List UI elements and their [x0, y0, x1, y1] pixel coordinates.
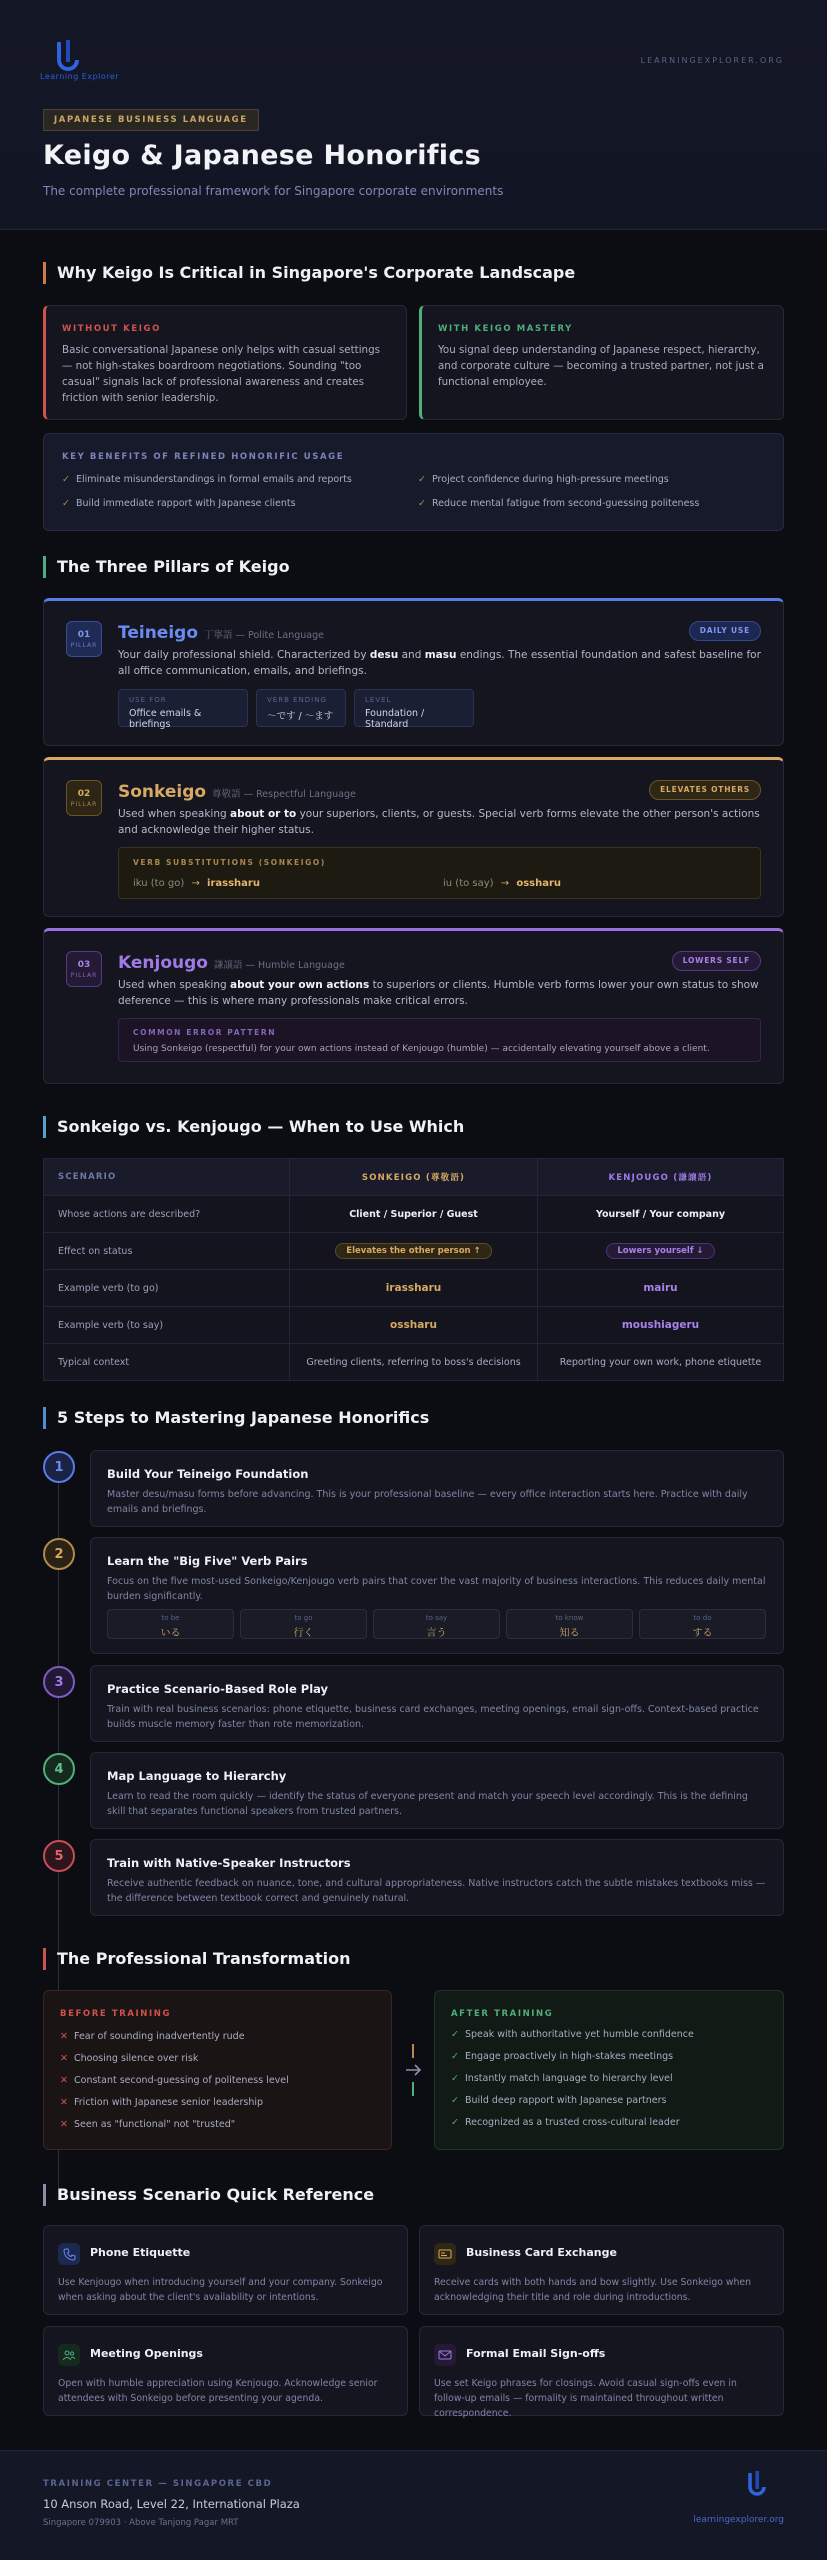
without-keigo-card	[43, 305, 407, 420]
step-number: 3	[43, 1666, 75, 1698]
before-item: ✕ Choosing silence over risk	[60, 2053, 199, 2064]
pillar-sonkeigo	[43, 757, 784, 917]
pillar-name: Teineigo 丁寧語 — Polite Language	[118, 623, 325, 643]
before-training-card: BEFORE TRAINING ✕ Fear of sounding inadvertently rude ✕ Choosing silence over risk ✕ Constant second-guessing of politeness level ✕ Friction with Japanese senior leadership ✕ Seen as "functional" not "trusted"	[43, 1990, 392, 2150]
table-row: Typical context Greeting clients, referring to boss's decisions Reporting your own work, phone etiquette	[44, 1344, 784, 1381]
arrow-right-icon: →	[191, 878, 200, 889]
benefits-label: KEY BENEFITS OF REFINED HONORIFIC USAGE	[62, 452, 345, 462]
status-badge: Elevates the other person ↑	[335, 1243, 491, 1259]
page-subtitle: The complete professional framework for Singapore corporate environments	[43, 184, 504, 198]
table-row: Whose actions are described? Client / Superior / Guest Yourself / Your company	[44, 1196, 784, 1233]
section-title-scenarios: Business Scenario Quick Reference	[43, 2184, 374, 2206]
check-icon: ✓	[451, 2029, 459, 2040]
footer-label: TRAINING CENTER — SINGAPORE CBD	[43, 2479, 273, 2489]
info-chip: LEVEL Foundation / Standard	[354, 689, 474, 727]
pillar-description: Your daily professional shield. Characterized by desu and masu endings. The essential foundation and safest baseline for all office communication, emails, and briefings.	[118, 649, 761, 677]
table-row: Example verb (to go) irassharu mairu	[44, 1270, 784, 1307]
step-number: 4	[43, 1753, 75, 1785]
verb-chip: to go 行く	[240, 1609, 367, 1639]
before-item: ✕ Seen as "functional" not "trusted"	[60, 2119, 236, 2130]
scenario-card-meeting[interactable]: Meeting Openings Open with humble appreciation using Kenjougo. Acknowledge senior attendees with Sonkeigo before presenting your agenda.	[43, 2326, 408, 2416]
check-icon: ✓	[418, 498, 426, 509]
before-item: ✕ Friction with Japanese senior leadership	[60, 2097, 264, 2108]
step-card: Train with Native-Speaker Instructors Receive authentic feedback on nuance, tone, and cultural appropriateness. Native instructors catch the subtle mistakes textbooks miss — the difference between textbook correct and genuinely natural.	[90, 1839, 784, 1916]
column-header: KENJOUGO (謙譲語)	[538, 1159, 784, 1196]
footer-subaddress: Singapore 079903 · Above Tanjong Pagar MRT	[43, 2518, 239, 2528]
column-header: SONKEIGO (尊敬語)	[290, 1159, 538, 1196]
after-item: ✓ Engage proactively in high-stakes meetings	[451, 2051, 674, 2062]
with-keigo-text: You signal deep understanding of Japanese respect, hierarchy, and corporate culture — becoming a trusted partner, not just a functional employee.	[438, 344, 764, 388]
before-item: ✕ Constant second-guessing of politeness level	[60, 2075, 289, 2086]
with-keigo-card	[419, 305, 784, 420]
x-icon: ✕	[60, 2031, 68, 2042]
step-number: 1	[43, 1451, 75, 1483]
comparison-table	[43, 1158, 784, 1381]
step-card: Learn the "Big Five" Verb Pairs Focus on the five most-used Sonkeigo/Kenjougo verb pairs that cover the vast majority of business interactions. This reduces daily mental burden significantly. to be いる to go 行く to say 言う to know 知る to do する	[90, 1537, 784, 1654]
verb-chip: to know 知る	[506, 1609, 633, 1639]
id-card-icon	[434, 2243, 456, 2265]
scenario-card-phone[interactable]: Phone Etiquette Use Kenjougo when introducing yourself and your company. Sonkeigo when asking about the client's availability or intentions.	[43, 2225, 408, 2315]
check-icon: ✓	[451, 2073, 459, 2084]
site-url[interactable]: LEARNINGEXPLORER.ORG	[640, 56, 784, 65]
with-keigo-label: WITH KEIGO MASTERY	[438, 324, 573, 334]
step-number: 2	[43, 1538, 75, 1570]
arrow-right-icon: →	[500, 878, 510, 889]
info-chip: USE FOR Office emails & briefings	[118, 689, 248, 727]
x-icon: ✕	[60, 2053, 68, 2064]
after-item: ✓ Build deep rapport with Japanese partners	[451, 2095, 667, 2106]
substitution-pair: iku (to go) → irassharu	[133, 878, 260, 889]
check-icon: ✓	[451, 2051, 459, 2062]
after-training-card: AFTER TRAINING ✓ Speak with authoritative yet humble confidence ✓ Engage proactively in high-stakes meetings ✓ Instantly match language to hierarchy level ✓ Build deep rapport with Japanese partners ✓ Recognized as a trusted cross-cultural leader	[434, 1990, 784, 2150]
transform-arrow-icon	[398, 2040, 428, 2100]
benefit-item: ✓ Eliminate misunderstandings in formal emails and reports	[62, 474, 352, 485]
pillar-number-badge: 03 PILLAR	[66, 951, 102, 987]
footer-site-link[interactable]: learningexplorer.org	[693, 2515, 784, 2525]
logo-text: Learning Explorer	[40, 72, 120, 81]
pillar-description: Used when speaking about or to your superiors, clients, or guests. Special verb forms elevate the other person's actions and acknowledge their higher status.	[118, 808, 760, 836]
before-item: ✕ Fear of sounding inadvertently rude	[60, 2031, 245, 2042]
benefit-item: ✓ Build immediate rapport with Japanese clients	[62, 498, 296, 509]
page-header	[0, 0, 827, 230]
step-card: Map Language to Hierarchy Learn to read the room quickly — identify the status of everyone present and match your speech level accordingly. This is the defining skill that separates functional speakers from trusted partners.	[90, 1752, 784, 1829]
without-keigo-text: Basic conversational Japanese only helps with casual settings — not high-stakes boardroom negotiations. Sounding "too casual" signals lack of professional awareness and creates friction with senior leadership.	[62, 344, 380, 404]
verb-chip: to say 言う	[373, 1609, 500, 1639]
table-row: Example verb (to say) ossharu moushiageru	[44, 1307, 784, 1344]
footer-address: 10 Anson Road, Level 22, International Plaza	[43, 2497, 300, 2511]
check-icon: ✓	[451, 2095, 459, 2106]
verb-chip: to be いる	[107, 1609, 234, 1639]
x-icon: ✕	[60, 2119, 68, 2130]
people-icon	[58, 2344, 80, 2366]
benefit-item: ✓ Reduce mental fatigue from second-guessing politeness	[418, 498, 700, 509]
section-title-compare: Sonkeigo vs. Kenjougo — When to Use Which	[43, 1116, 464, 1138]
phone-icon	[58, 2243, 80, 2265]
benefit-item: ✓ Project confidence during high-pressure meetings	[418, 474, 669, 485]
big-five-verbs	[107, 1609, 769, 1639]
pillar-teineigo	[43, 598, 784, 746]
check-icon: ✓	[451, 2117, 459, 2128]
table-row: Effect on status Elevates the other person ↑ Lowers yourself ↓	[44, 1233, 784, 1270]
common-error-box: COMMON ERROR PATTERN Using Sonkeigo (respectful) for your own actions instead of Kenjougo (humble) — accidentally elevating yourself above a client.	[118, 1018, 761, 1062]
after-item: ✓ Recognized as a trusted cross-cultural leader	[451, 2117, 680, 2128]
section-title-why: Why Keigo Is Critical in Singapore's Corporate Landscape	[43, 262, 575, 284]
check-icon: ✓	[418, 474, 426, 485]
pillar-name: Kenjougo 謙譲語 — Humble Language	[118, 953, 345, 973]
page-footer	[0, 2450, 827, 2560]
pillar-name: Sonkeigo 尊敬語 — Respectful Language	[118, 782, 356, 802]
column-header: SCENARIO	[44, 1159, 290, 1196]
pillar-number-badge: 02 PILLAR	[66, 780, 102, 816]
category-tag: JAPANESE BUSINESS LANGUAGE	[43, 109, 259, 131]
pillar-info-row	[118, 689, 618, 730]
footer-logo-icon[interactable]	[737, 2469, 777, 2503]
check-icon: ✓	[62, 474, 70, 485]
step-card: Practice Scenario-Based Role Play Train with real business scenarios: phone etiquette, business card exchanges, meeting openings, email sign-offs. Context-based practice builds muscle memory faster than rote memorization.	[90, 1665, 784, 1742]
scenario-card-business-card[interactable]: Business Card Exchange Receive cards with both hands and bow slightly. Use Sonkeigo when acknowledging their title and role during introductions.	[419, 2225, 784, 2315]
pillar-description: Used when speaking about your own actions to superiors or clients. Humble verb forms lower your own status to show deference — this is where many professionals make critical errors.	[118, 979, 759, 1007]
after-item: ✓ Instantly match language to hierarchy level	[451, 2073, 673, 2084]
page-title: Keigo & Japanese Honorifics	[43, 140, 482, 171]
after-item: ✓ Speak with authoritative yet humble confidence	[451, 2029, 694, 2040]
pillar-kenjougo	[43, 928, 784, 1084]
step-number: 5	[43, 1840, 75, 1872]
x-icon: ✕	[60, 2097, 68, 2108]
benefits-card	[43, 433, 784, 531]
section-title-transform: The Professional Transformation	[43, 1948, 351, 1970]
verb-substitution-box: VERB SUBSTITUTIONS (SONKEIGO) iku (to go) → irassharu iu (to say) → ossharu	[118, 847, 761, 899]
step-card: Build Your Teineigo Foundation Master desu/masu forms before advancing. This is your professional baseline — every office interaction starts here. Practice with daily emails and briefings.	[90, 1450, 784, 1527]
daily-use-badge: DAILY USE	[689, 621, 761, 641]
table-header-row	[44, 1159, 784, 1196]
mail-icon	[434, 2344, 456, 2366]
section-title-steps: 5 Steps to Mastering Japanese Honorifics	[43, 1407, 429, 1429]
pillar-number-badge: 01 PILLAR	[66, 621, 102, 657]
x-icon: ✕	[60, 2075, 68, 2086]
substitution-pair: iu (to say) → ossharu	[443, 878, 562, 889]
scenario-card-email[interactable]: Formal Email Sign-offs Use set Keigo phrases for closings. Avoid casual sign-offs even in follow-up emails — formality is maintained throughout written correspondence.	[419, 2326, 784, 2416]
elevates-others-badge: ELEVATES OTHERS	[649, 780, 761, 800]
info-chip: VERB ENDING 〜です / 〜ます	[256, 689, 346, 727]
without-keigo-label: WITHOUT KEIGO	[62, 324, 161, 334]
lowers-self-badge: LOWERS SELF	[672, 951, 761, 971]
check-icon: ✓	[62, 498, 70, 509]
section-title-pillars: The Three Pillars of Keigo	[43, 556, 290, 578]
verb-chip: to do する	[639, 1609, 766, 1639]
status-badge: Lowers yourself ↓	[606, 1243, 714, 1259]
